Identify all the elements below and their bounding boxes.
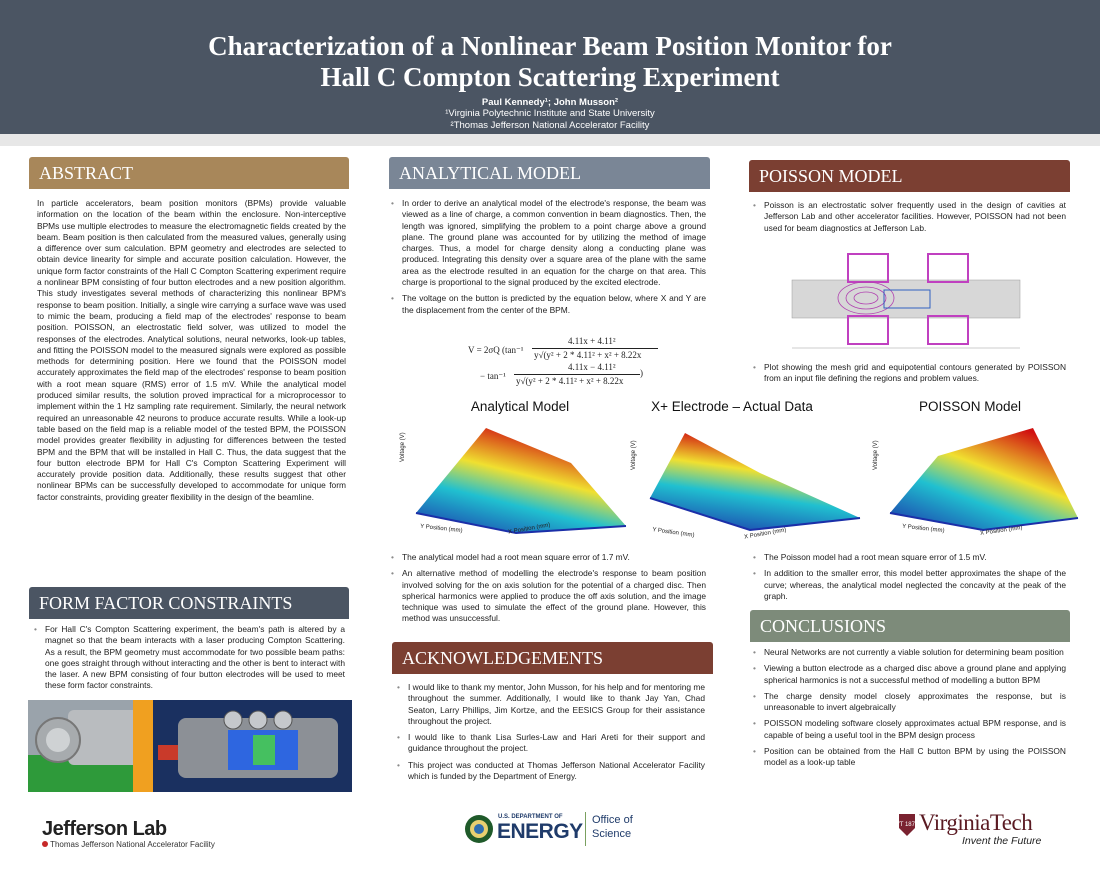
equation-numerator-1: 4.11x + 4.11² bbox=[568, 336, 616, 346]
poisson-surface bbox=[890, 428, 1078, 530]
vt-shield-text: VT 1872 bbox=[895, 822, 919, 828]
title-line-2: Hall C Compton Scattering Experiment bbox=[320, 62, 780, 92]
analytical-surface bbox=[416, 428, 626, 536]
doe-energy-text: ENERGY bbox=[497, 820, 583, 843]
jlab-dot-icon bbox=[42, 841, 48, 847]
actual-y-label: Y Position (mm) bbox=[651, 527, 695, 539]
poisson-results bbox=[752, 552, 1066, 607]
analytical-x-label: X Position (mm) bbox=[507, 522, 551, 536]
analytical-result-2: • An alternative method of modelling the electrode's response to beam position involved solving for the on axis solution for the potential of a charged disc. Then spherical harmonics were applied to produce the off axis solution, and the image technique was used to simulate the effect of the ground plane. However, this method was unsuccessful. bbox=[402, 568, 706, 624]
poisson-result-2: • In addition to the smaller error, this model better approximates the shape of the curve; whereas, the analytical model neglected the concavity at the peak of the graph. bbox=[764, 568, 1066, 602]
doe-divider bbox=[585, 812, 586, 846]
doe-office-line-1: Office of bbox=[592, 814, 633, 826]
doe-office-line-2: Science bbox=[592, 828, 632, 840]
jlab-name: Jefferson Lab bbox=[42, 818, 167, 840]
actual-surface bbox=[650, 433, 860, 530]
plot-title-poisson: POISSON Model bbox=[918, 399, 1022, 414]
conclusion-item: • Neural Networks are not currently a viable solution for determining beam position bbox=[764, 647, 1066, 658]
analytical-results bbox=[390, 552, 706, 630]
vt-shield-icon bbox=[895, 813, 919, 837]
conclusion-item: • POISSON modeling software closely approximates actual BPM response, and is capable of being a useful tool in the BPM design process bbox=[764, 718, 1066, 741]
vt-tagline: Invent the Future bbox=[962, 835, 1042, 847]
actual-z-label: Voltage (V) bbox=[631, 440, 637, 470]
poisson-result-1: • The Poisson model had a root mean square error of 1.5 mV. bbox=[764, 552, 1066, 563]
analytical-z-label: Voltage (V) bbox=[400, 432, 406, 462]
poisson-bullet-2: • Plot showing the mesh grid and equipotential contours generated by POISSON from an input file defining the regions and problem values. bbox=[764, 362, 1066, 385]
analytical-result-1: • The analytical model had a root mean square error of 1.7 mV. bbox=[402, 552, 706, 563]
equation-fraction-bar-2 bbox=[514, 374, 640, 375]
affiliation-1: ¹Virginia Polytechnic Institute and State University bbox=[445, 108, 655, 119]
poisson-x-label: X Position (mm) bbox=[979, 525, 1023, 537]
ack-bullet-2: • I would like to thank Lisa Surles-Law and Hari Areti for their support and guidance throughout the project. bbox=[408, 732, 705, 755]
analytical-bullet-2: • The voltage on the button is predicted by the equation below, where X and Y are the displacement from the center of the BPM. bbox=[402, 293, 706, 316]
poisson-z-label: Voltage (V) bbox=[873, 440, 879, 470]
ack-heading: ACKNOWLEDGEMENTS bbox=[392, 642, 713, 674]
actual-x-label: X Position (mm) bbox=[743, 527, 787, 541]
analytical-y-label: Y Position (mm) bbox=[419, 523, 463, 535]
form-factor-body bbox=[33, 624, 345, 697]
equation-lhs: V = 2σQ (tan⁻¹ bbox=[468, 345, 524, 355]
doe-seal-icon bbox=[464, 814, 494, 844]
surface-plot-poisson bbox=[868, 418, 1088, 543]
conclusions-body bbox=[752, 647, 1066, 774]
analytical-heading: ANALYTICAL MODEL bbox=[389, 157, 710, 189]
ack-bullet-1: • I would like to thank my mentor, John Musson, for his help and for mentoring me throughout the summer. Additionally, I would like to thank Jay Yan, Chad Seaton, Larry Phillips, Jim Kortze, and the EESICS Group for their assistance throughout the project. bbox=[408, 682, 705, 727]
form-factor-heading: FORM FACTOR CONSTRAINTS bbox=[29, 587, 349, 619]
equation-close-paren: ) bbox=[640, 368, 643, 378]
conclusion-item: • Position can be obtained from the Hall C button BPM by using the POISSON model as a look-up table bbox=[764, 746, 1066, 769]
vt-name: VirginiaTech bbox=[919, 810, 1033, 835]
poisson-body bbox=[752, 200, 1066, 239]
equation-denominator-1: y√(y² + 2 * 4.11² + x² + 8.22x bbox=[534, 350, 642, 360]
poisson-bullet-1: • Poisson is an electrostatic solver frequently used in the design of cavities at Jefferson Lab and other accelerator facilities. However, POISSON had not been used for beam diagnostics at Jefferson Lab. bbox=[764, 200, 1066, 234]
poisson-mesh-plot bbox=[786, 248, 1026, 356]
poisson-mesh-figure bbox=[786, 248, 1026, 356]
surface-plot-actual bbox=[630, 418, 870, 543]
poisson-y-label: Y Position (mm) bbox=[901, 523, 945, 535]
poster-header bbox=[0, 0, 1100, 134]
jlab-subtitle: Thomas Jefferson National Accelerator Facility bbox=[50, 840, 215, 849]
poster-title bbox=[0, 31, 1100, 93]
doe-top-text: U.S. DEPARTMENT OF bbox=[498, 814, 563, 820]
ack-bullet-3: • This project was conducted at Thomas Jefferson National Accelerator Facility which is funded by the Department of Energy. bbox=[408, 760, 705, 783]
bpm-hardware-photo bbox=[28, 700, 352, 792]
abstract-heading: ABSTRACT bbox=[29, 157, 349, 189]
conclusions-heading: CONCLUSIONS bbox=[750, 610, 1070, 642]
authors: Paul Kennedy¹; John Musson² bbox=[481, 97, 619, 108]
equation-mid: − tan⁻¹ bbox=[480, 371, 506, 381]
poisson-heading: POISSON MODEL bbox=[749, 160, 1070, 192]
equation-denominator-2: y√(y² + 2 * 4.11² + x² + 8.22x bbox=[516, 376, 624, 386]
form-factor-text: • For Hall C's Compton Scattering experiment, the beam's path is altered by a magnet so that the beam interacts with a laser producing Compton Scattering. As a result, the BPM geometry must accommodate for two possible beam paths: one goes straight through without interacting and the other is bent to interact with the laser. A new BPM consisting of four button electrodes will be used to meet these form factor constraints. bbox=[45, 624, 345, 692]
conclusion-item: • Viewing a button electrode as a charged disc above a ground plane and applying spherical harmonics is not a successful method of modelling a button BPM bbox=[764, 663, 1066, 686]
plot-title-analytical: Analytical Model bbox=[470, 399, 570, 414]
bpm-photo-illustration bbox=[28, 700, 352, 792]
equation-fraction-bar-1 bbox=[532, 348, 658, 349]
ack-body bbox=[396, 682, 705, 787]
analytical-body bbox=[390, 198, 706, 321]
poisson-caption bbox=[752, 362, 1066, 390]
affiliation-2: ²Thomas Jefferson National Accelerator Facility bbox=[450, 120, 650, 131]
plot-title-actual-data: X+ Electrode – Actual Data bbox=[651, 399, 813, 414]
jlab-subtitle-row bbox=[42, 840, 215, 849]
analytical-bullet-1: • In order to derive an analytical model of the electrode's response, the beam was viewed as a line of charge, a common convention in beam diagnostics. Then, the length was ignored, simplifying the problem to a point charge above a ground plane. The ground plane was accounted for by utilizing the method of image charges. Thus, a model for charge density along a conducting plane was produced. Integrating this density over a square area of the plane with the same area as the electrode resulted in an equation for the charge on that area. This charge is proportional to the signal produced by the excited electrode. bbox=[402, 198, 706, 288]
conclusion-item: • The charge density model closely approximates the response, but is unreasonable to invert algebraically bbox=[764, 691, 1066, 714]
abstract-text: In particle accelerators, beam position monitors (BPMs) provide valuable information on the location of the beam within the enclosure. Non-interceptive BPMs use multiple electrodes to measure the electromagnetic fields created by the beam. Beam position is then calculated from the measured values, generally using a difference over sum calculation. BPM geometry and electrodes are selected to obtain device linearity for simple and accurate position calculation. However, the unique form factor constraints of the Hall C Compton Scattering experiment require a nonlinear BPM consisting of four button electrodes and a new position algorithm. This study investigates several methods of characterizing this nonlinear BPM's response to beam position. Initially, a single wire carrying a surface wave was used to mimic the beam, producing a field map of the electrodes' response to beam position. POISSON, an electrostatic field solver, was utilized to model the responses of the electrodes. Analytical solutions, neural networks, look-up tables, and fitting the POISSON model to the measured signals were explored as possible methods for determining position. Here we found that the POISSON model accurately approximates the field map of the electrodes' response to beam position with a root mean square (RMS) error of 1.5 mV. While the analytical model produced similar results, the solution proved impractical for a microprocessor to implement within the 1 Hz sampling rate requirement. Similarly, the neural network required an unreasonable 42 neurons to produce accurate results. While a look-up table based on the field map is a reliable model of the tested BPM, the POISSON model provides greater flexibility in adjusting for differences between the tested BPM and the BPM that will be installed in Hall C. Thus, the data suggest that the four button electrode BPM for Hall C's Compton Scattering Experiment will accurately provide position data. Additionally, these results suggest that other nonlinear BPMs can be successfully developed to accommodate for unique form factor constraints, providing greater flexibility in the design of the beamline. bbox=[37, 198, 346, 502]
title-line-1: Characterization of a Nonlinear Beam Position Monitor for bbox=[208, 31, 892, 61]
header-divider bbox=[0, 134, 1100, 146]
abstract-body bbox=[37, 198, 346, 503]
jefferson-lab-logo bbox=[42, 818, 215, 849]
equation-numerator-2: 4.11x − 4.11² bbox=[568, 362, 616, 372]
